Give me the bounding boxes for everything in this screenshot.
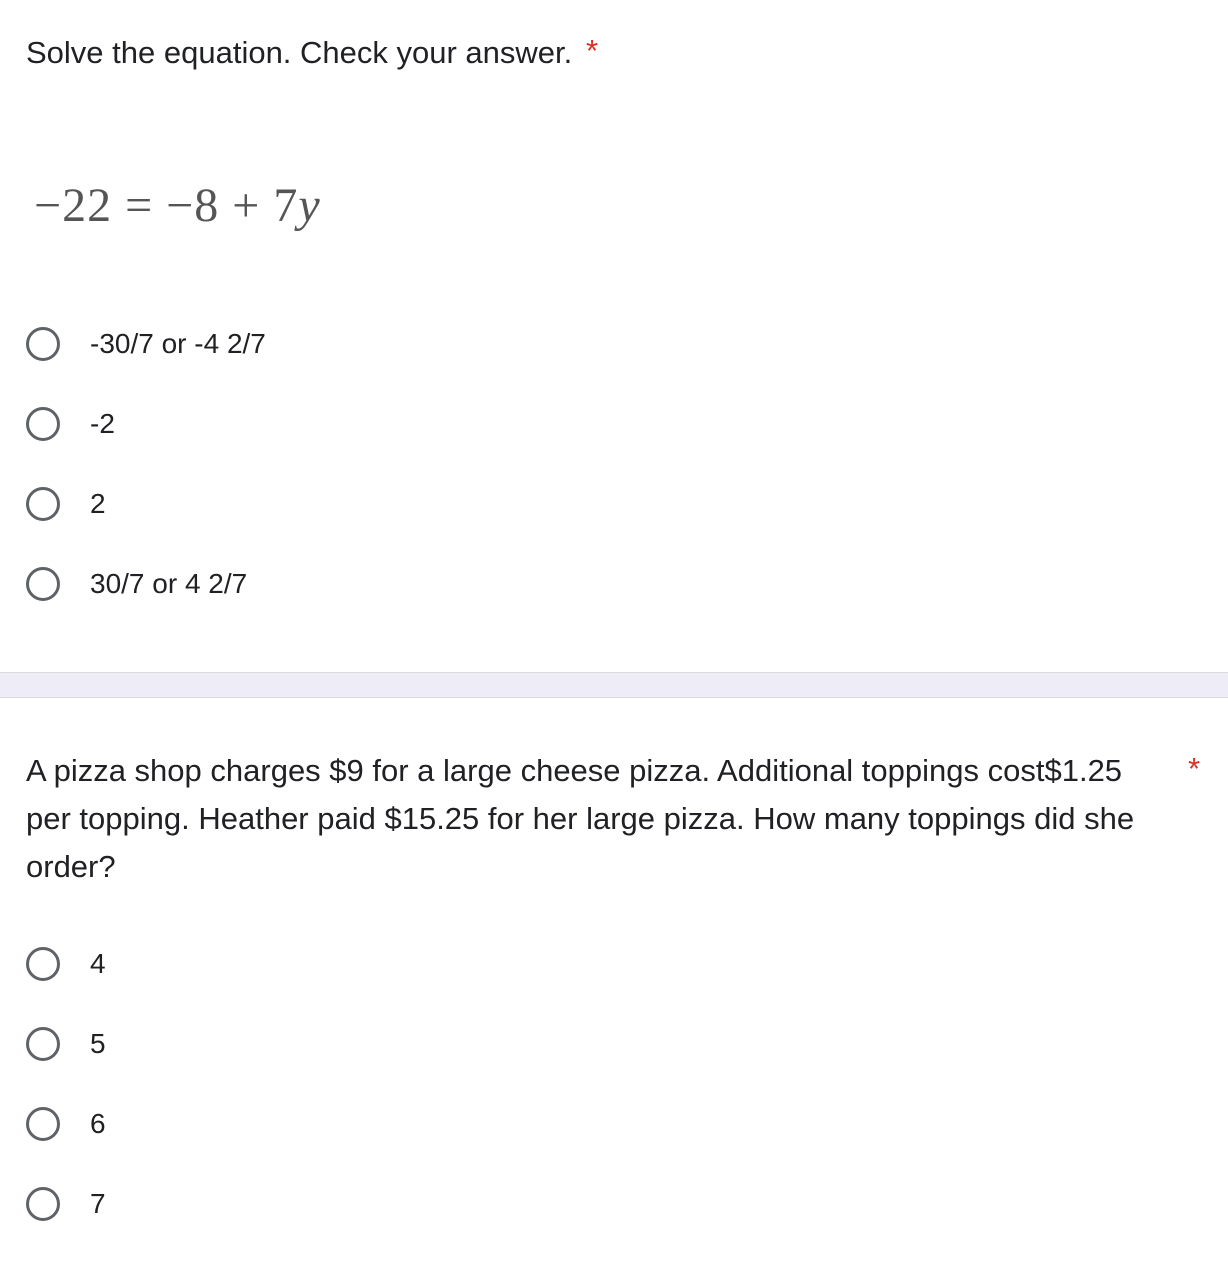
q2-option-4[interactable] [26,1182,106,1226]
radio-button[interactable] [26,487,60,521]
option-label: 2 [90,488,106,519]
card-separator [0,672,1228,698]
question-2-title: A pizza shop charges $9 for a large cheese pizza. Additional toppings cost$1.25 per topping. Heather paid $15.25 for her large pizza. How many toppings did she order? [26,753,1135,884]
q1-option-2[interactable] [26,402,115,446]
radio-button[interactable] [26,947,60,981]
required-asterisk: * [1188,751,1201,786]
equation-plus: + [232,179,261,232]
q1-option-3[interactable] [26,482,106,526]
q1-option-1[interactable] [26,322,266,366]
option-label: -30/7 or -4 2/7 [90,328,266,359]
radio-button[interactable] [26,407,60,441]
equation-coefficient: 7 [273,179,299,232]
option-label: 30/7 or 4 2/7 [90,568,248,599]
equation-lhs: −22 [34,179,113,232]
radio-button[interactable] [26,327,60,361]
question-1-title: Solve the equation. Check your answer. [26,35,573,70]
option-label: 4 [90,948,106,979]
radio-button[interactable] [26,567,60,601]
q2-option-3[interactable] [26,1102,106,1146]
equation-image [34,178,321,233]
question-card-2 [0,698,1228,1270]
option-label: 7 [90,1188,106,1219]
q2-option-1[interactable] [26,942,106,986]
radio-button[interactable] [26,1187,60,1221]
option-label: 5 [90,1028,106,1059]
option-label: 6 [90,1108,106,1139]
equation-variable: y [298,179,321,232]
q2-option-2[interactable] [26,1022,106,1066]
q1-option-4[interactable] [26,562,247,606]
option-label: -2 [90,408,115,439]
equation-rhs-constant: −8 [166,179,220,232]
radio-button[interactable] [26,1107,60,1141]
radio-button[interactable] [26,1027,60,1061]
required-asterisk: * [586,33,599,68]
equation-equals: = [125,179,154,232]
